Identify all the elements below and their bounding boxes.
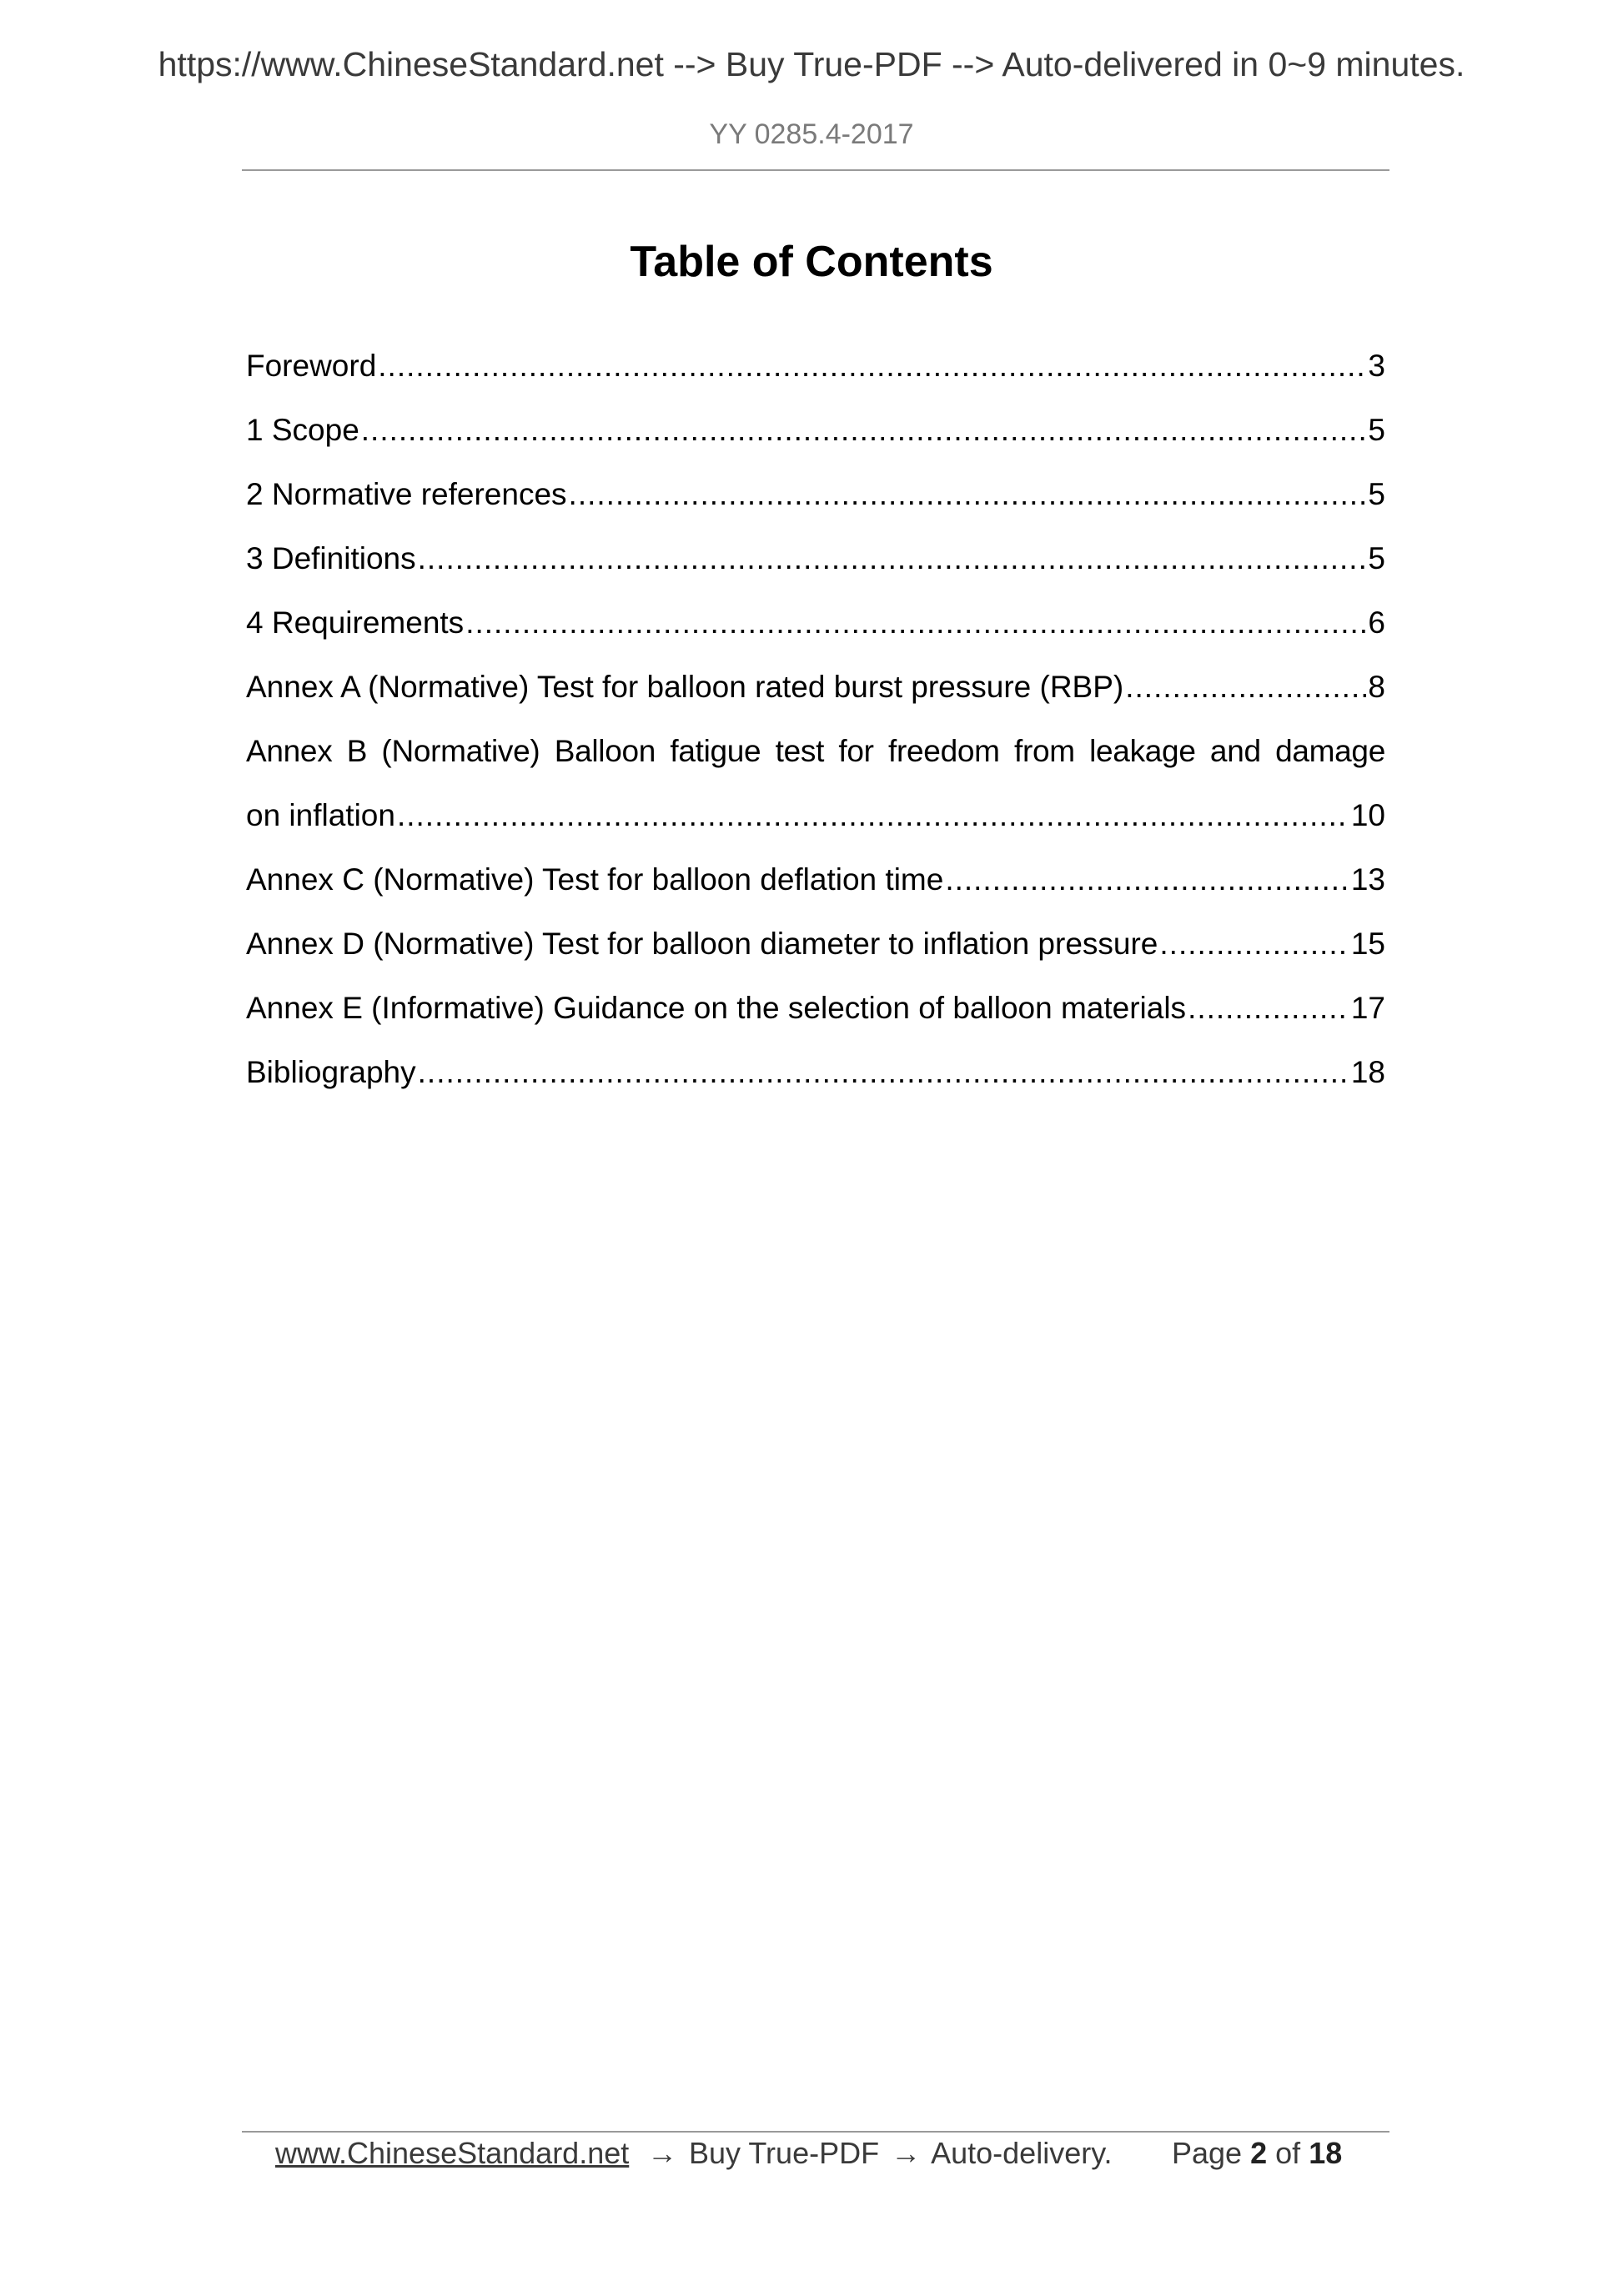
arrow-right-icon: → [647,2136,677,2170]
toc-entry-label: Annex E (Informative) Guidance on the selection of balloon materials [246,991,1187,1025]
toc-entry-annex-e[interactable] [246,976,1385,1040]
toc-entry-page: 13 [1350,862,1385,897]
toc-entry-label: 1 Scope [246,413,359,447]
toc-entry-page: 5 [1368,477,1385,511]
source-banner: https://www.ChineseStandard.net --> Buy True-PDF --> Auto-delivered in 0~9 minutes. [158,45,1465,83]
toc-entry-label: Foreword [246,349,377,383]
toc-entry-label: Annex A (Normative) Test for balloon rated burst pressure (RBP) [246,670,1124,704]
toc-dot-leader [1159,912,1349,976]
toc-entry-page: 3 [1368,349,1385,383]
toc-entry-page: 10 [1350,798,1385,832]
footer-delivery-text: Auto-delivery. [931,2136,1113,2170]
toc-list [246,334,1385,1104]
toc-dot-leader [378,334,1366,398]
toc-entry-bibliography[interactable] [246,1040,1385,1104]
of-word: of [1275,2136,1301,2170]
toc-entry-requirements[interactable] [246,590,1385,655]
toc-entry-annex-c[interactable] [246,847,1385,912]
toc-entry-scope[interactable] [246,398,1385,462]
arrow-right-icon: → [891,2136,922,2170]
footer-buy-text: Buy True-PDF [689,2136,880,2170]
toc-entry-label: Annex B (Normative) Balloon fatigue test for freedom from leakage and damage [246,734,1385,768]
footer-site-link[interactable]: www.ChineseStandard.net [275,2136,630,2170]
toc-entry-label: Annex D (Normative) Test for balloon diameter to inflation pressure [246,927,1158,961]
toc-entry-foreword[interactable] [246,334,1385,398]
toc-entry-page: 6 [1368,605,1385,640]
header-divider [242,169,1389,171]
toc-dot-leader [397,783,1349,847]
toc-entry-annex-a[interactable] [246,655,1385,719]
page-counter [1172,2136,1342,2171]
toc-entry-label: on inflation [246,798,395,832]
toc-entry-normative-references[interactable] [246,462,1385,526]
toc-entry-label: 2 Normative references [246,477,567,511]
page-footer [275,2136,1359,2178]
toc-entry-annex-b-line1[interactable] [246,719,1385,783]
toc-entry-page: 5 [1368,541,1385,575]
toc-entry-page: 8 [1368,670,1385,704]
toc-entry-definitions[interactable] [246,526,1385,590]
toc-entry-label: 4 Requirements [246,605,465,640]
footer-tagline [644,2136,1113,2171]
toc-title: Table of Contents [630,238,993,286]
toc-entry-annex-d[interactable] [246,912,1385,976]
page-word: Page [1172,2136,1243,2170]
toc-dot-leader [465,590,1366,655]
toc-entry-annex-b-line2[interactable] [246,783,1385,847]
toc-entry-label: Annex C (Normative) Test for balloon deflation time [246,862,944,897]
toc-dot-leader [361,398,1367,462]
toc-dot-leader [945,847,1349,912]
toc-entry-page: 18 [1350,1055,1385,1089]
toc-dot-leader [418,1040,1349,1104]
current-page-number: 2 [1250,2136,1268,2170]
toc-dot-leader [1125,655,1366,719]
toc-entry-label: 3 Definitions [246,541,416,575]
toc-dot-leader [569,462,1367,526]
toc-dot-leader [1188,976,1349,1040]
toc-entry-page: 17 [1350,991,1385,1025]
toc-entry-page: 5 [1368,413,1385,447]
document-code: YY 0285.4-2017 [709,118,914,150]
toc-entry-page: 15 [1350,927,1385,961]
toc-dot-leader [418,526,1367,590]
footer-divider [242,2131,1389,2133]
total-pages-number: 18 [1309,2136,1343,2170]
toc-entry-label: Bibliography [246,1055,416,1089]
